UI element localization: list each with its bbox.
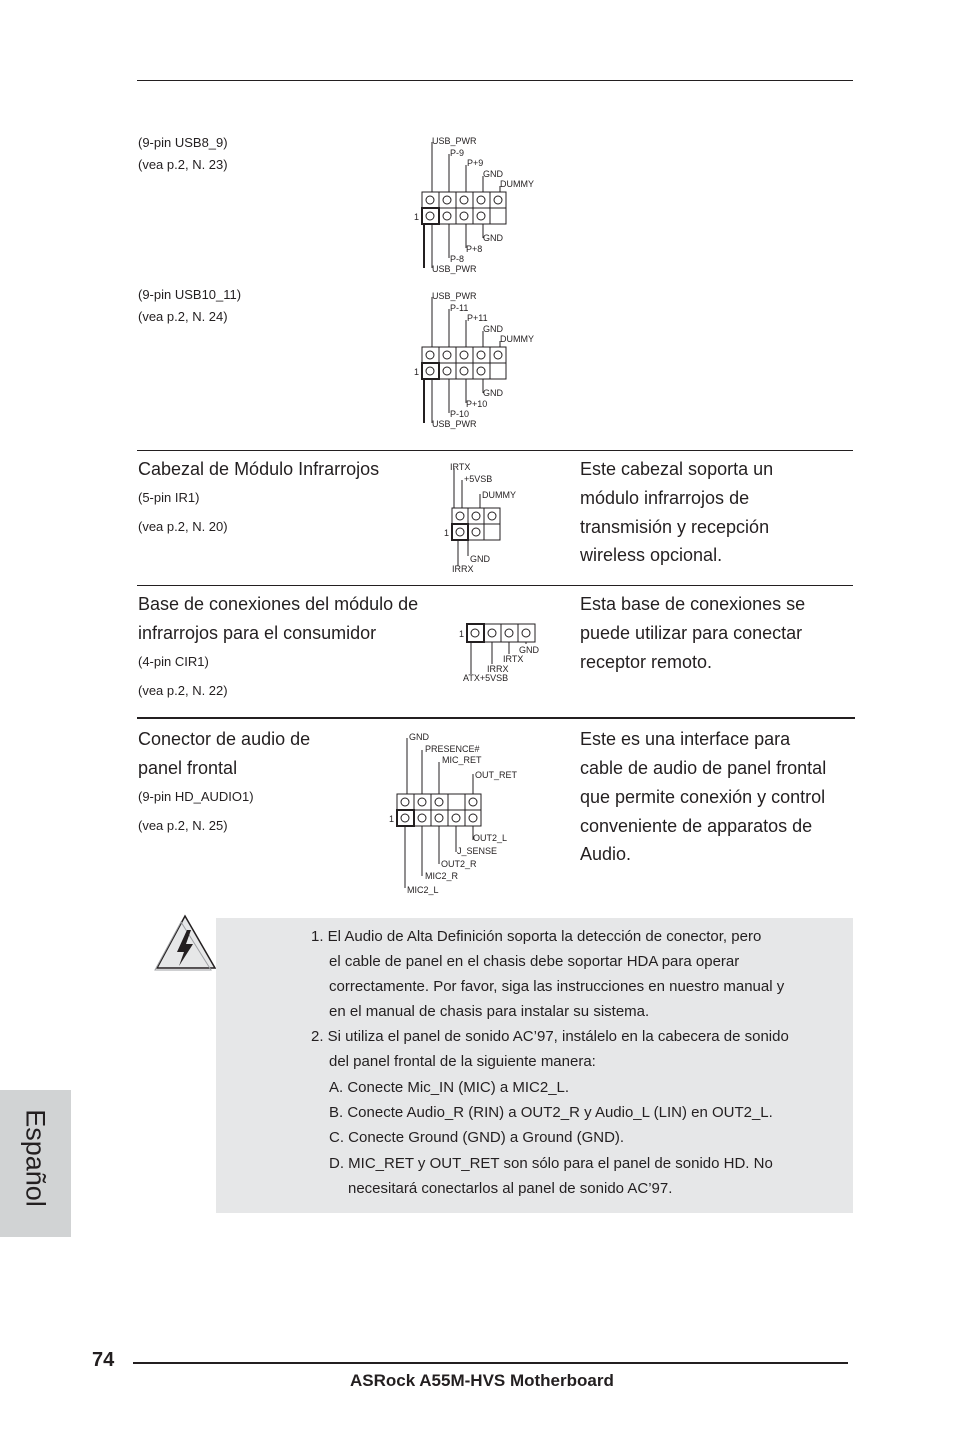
usb89-pin-bottom-0: GND (483, 233, 503, 243)
usb1011-pin-top-4: DUMMY (500, 334, 534, 344)
usb89-pin-bottom-2: P-8 (450, 254, 465, 264)
usb89-header-diagram (410, 134, 610, 284)
cir-header-diagram (455, 620, 565, 690)
ir-desc-3: wireless opcional. (580, 545, 723, 565)
cir-pin-3: ATX+5VSB (463, 673, 509, 683)
audio-pin-top-2: MIC_RET (442, 755, 482, 765)
audio-pin-top-0: GND (409, 732, 429, 742)
ir-desc-0: Este cabezal soporta un (580, 459, 774, 479)
audio-pin-bottom-2: OUT2_R (441, 859, 477, 869)
language-tab-label: Español (20, 1109, 51, 1207)
footer-rule (133, 1362, 848, 1364)
note-line-3: en el manual de chasis para instalar su sistema. (329, 1003, 650, 1020)
ir-ref: (vea p.2, N. 20) (138, 519, 228, 534)
note-line-4: 2. Si utiliza el panel de sonido AC’97, instálelo en la cabecera de sonido (311, 1028, 789, 1045)
cir-pin1-marker: 1 (459, 629, 465, 639)
usb1011-pin-bottom-3: USB_PWR (432, 419, 477, 429)
audio-ref: (vea p.2, N. 25) (138, 818, 228, 833)
cir-pin-2: IRRX (487, 664, 509, 674)
divider-2 (137, 585, 853, 586)
usb1011-pin-top-0: USB_PWR (432, 291, 477, 301)
usb1011-pin-top-1: P-11 (450, 303, 469, 313)
note-line-9: D. MIC_RET y OUT_RET son sólo para el panel de sonido HD. No (329, 1155, 773, 1172)
cir-pin-0: GND (519, 645, 539, 655)
usb1011-pin-bottom-2: P-10 (450, 409, 470, 419)
audio-pin-top-1: PRESENCE# (425, 744, 480, 754)
audio-pin-bottom-3: MIC2_R (425, 871, 459, 881)
cir-pin-1: IRTX (503, 654, 524, 664)
ir-desc-1: módulo infrarrojos de (580, 488, 750, 508)
cir-title-1: infrarrojos para el consumidor (138, 623, 377, 643)
usb89-pin-top-4: DUMMY (500, 179, 534, 189)
usb89-ref: (vea p.2, N. 23) (138, 157, 228, 172)
warning-icon (155, 912, 219, 972)
cir-desc-2: receptor remoto. (580, 652, 713, 672)
audio-title-0: Conector de audio de (138, 729, 311, 749)
usb89-pin-top-2: P+9 (467, 158, 484, 168)
note-line-10: necesitará conectarlos al panel de sonido AC’97. (348, 1180, 673, 1197)
cir-title-0: Base de conexiones del módulo de (138, 594, 419, 614)
top-rule (137, 80, 853, 81)
note-line-8: C. Conecte Ground (GND) a Ground (GND). (329, 1129, 625, 1146)
audio-desc-2: que permite conexión y control (580, 787, 826, 807)
audio-pin1-marker: 1 (389, 814, 395, 824)
audio-desc-3: conveniente de apparatos de (580, 816, 813, 836)
ir-pin-top-2: DUMMY (482, 490, 516, 500)
note-line-7: B. Conecte Audio_R (RIN) a OUT2_R y Audio_L (LIN) en OUT2_L. (329, 1104, 773, 1121)
divider-3 (137, 717, 855, 719)
audio-title-1: panel frontal (138, 758, 238, 778)
cir-pin-label: (4-pin CIR1) (138, 654, 209, 669)
usb89-pin-top-1: P-9 (450, 148, 465, 158)
ir-title: Cabezal de Módulo Infrarrojos (138, 459, 380, 479)
note-line-1: el cable de panel en el chasis debe soportar HDA para operar (329, 953, 740, 970)
ir-header-diagram (440, 460, 550, 580)
cir-ref: (vea p.2, N. 22) (138, 683, 228, 698)
usb1011-pin-label: (9-pin USB10_11) (138, 287, 242, 302)
divider-1 (137, 450, 853, 451)
ir-pin1-marker: 1 (444, 528, 450, 538)
ir-pin-top-1: +5VSB (464, 474, 493, 484)
audio-desc-4: Audio. (580, 844, 632, 864)
usb89-pin-label: (9-pin USB8_9) (138, 135, 228, 150)
note-line-5: del panel frontal de la siguiente manera: (329, 1053, 596, 1070)
ir-pin-bottom-1: IRRX (452, 564, 474, 574)
cir-desc-0: Esta base de conexiones se (580, 594, 806, 614)
usb89-pin1-marker: 1 (414, 212, 420, 222)
usb1011-pin-top-3: GND (483, 324, 503, 334)
page-number: 74 (92, 1349, 115, 1371)
usb1011-pin1-marker: 1 (414, 367, 420, 377)
cir-desc-1: puede utilizar para conectar (580, 623, 803, 643)
audio-header-diagram (385, 728, 525, 898)
ir-pin-label: (5-pin IR1) (138, 490, 200, 505)
usb1011-pin-top-2: P+11 (467, 313, 488, 323)
footer-title: ASRock A55M-HVS Motherboard (350, 1371, 614, 1390)
usb1011-pin-bottom-0: GND (483, 388, 503, 398)
note-line-0: 1. El Audio de Alta Definición soporta la detección de conector, pero (311, 928, 762, 945)
ir-desc-2: transmisión y recepción (580, 517, 770, 537)
audio-pin-bottom-0: OUT2_L (473, 833, 508, 843)
audio-pin-top-3: OUT_RET (475, 770, 518, 780)
audio-pin-bottom-4: MIC2_L (407, 885, 439, 895)
note-line-6: A. Conecte Mic_IN (MIC) a MIC2_L. (329, 1079, 570, 1096)
usb1011-header-diagram (410, 289, 610, 439)
usb89-pin-bottom-1: P+8 (466, 244, 483, 254)
note-line-2: correctamente. Por favor, siga las instrucciones en nuestro manual y (329, 978, 785, 995)
audio-desc-1: cable de audio de panel frontal (580, 758, 827, 778)
ir-pin-top-0: IRTX (450, 462, 471, 472)
audio-desc-0: Este es una interface para (580, 729, 791, 749)
audio-pin-bottom-1: J_SENSE (457, 846, 498, 856)
usb89-pin-top-3: GND (483, 169, 503, 179)
usb89-pin-top-0: USB_PWR (432, 136, 477, 146)
usb1011-ref: (vea p.2, N. 24) (138, 309, 228, 324)
ir-pin-bottom-0: GND (470, 554, 490, 564)
usb89-pin-bottom-3: USB_PWR (432, 264, 477, 274)
audio-pin-label: (9-pin HD_AUDIO1) (138, 789, 254, 804)
usb1011-pin-bottom-1: P+10 (466, 399, 488, 409)
